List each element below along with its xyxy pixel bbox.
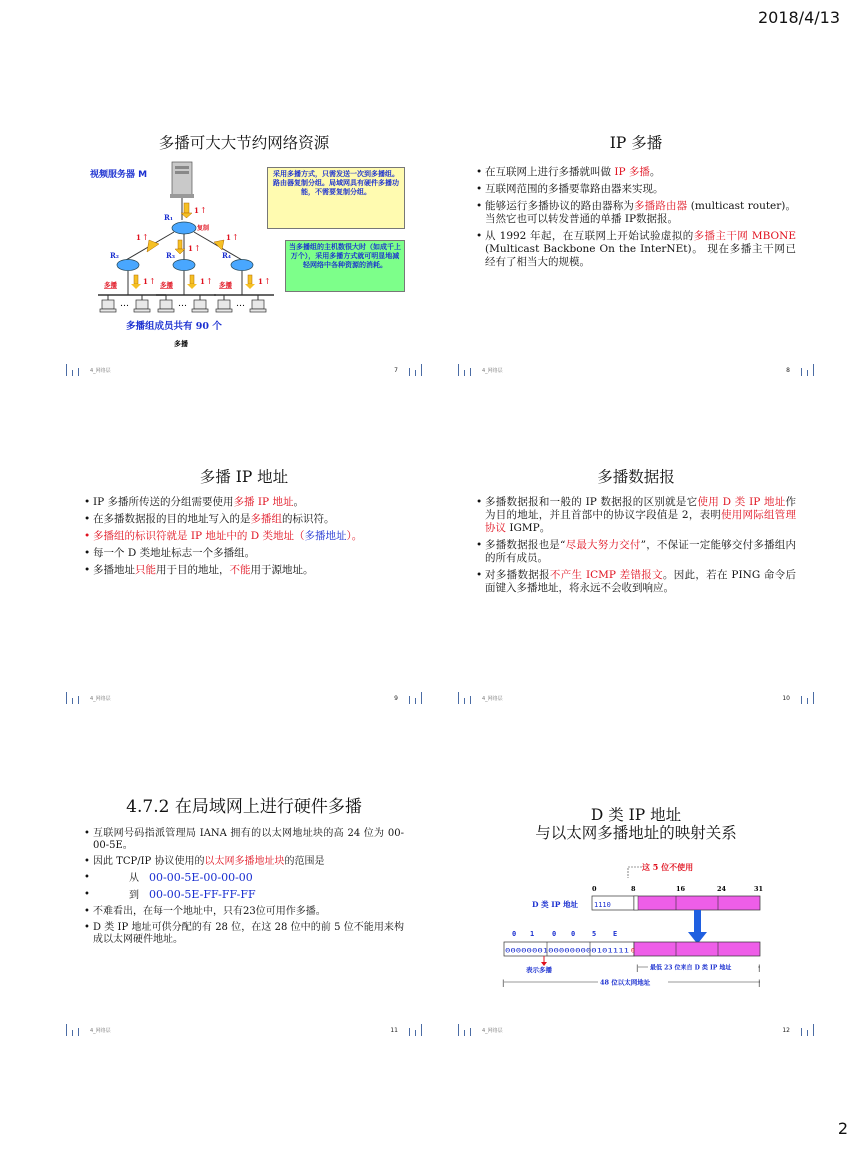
list-item: • 在互联网上进行多播就叫做 IP 多播。 — [476, 166, 796, 179]
list-item: • 对多播数据报不产生 ICMP 差错报文。因此，若在 PING 命令后面键入多播地址，将永远不会收到响应。 — [476, 569, 796, 595]
page-number: 2 — [837, 1119, 848, 1138]
list-item: • 不难看出，在每一个地址中，只有23位可用作多播。 — [84, 906, 404, 918]
svg-text:↑: ↑ — [142, 233, 149, 242]
list-item: • 从 1992 年起，在互联网上开始试验虚拟的多播主干网 MBONE (Multicast Backbone On the InterNEt)。 现在多播主干网已经有了相当大的规模。 — [476, 230, 796, 269]
bullet-list — [476, 496, 796, 599]
svg-text:|: | — [502, 979, 505, 987]
svg-text:1: 1 — [530, 930, 535, 938]
svg-text:31: 31 — [754, 885, 764, 893]
members-label: 多播组成员共有 90 个 — [126, 321, 222, 332]
slide-12 — [456, 776, 816, 1036]
slide-10 — [456, 444, 816, 704]
svg-text:1: 1 — [258, 277, 263, 286]
callout-box: 采用多播方式，只需发送一次到多播组。路由器复制分组。局域网具有硬件多播功能，不需要复制分组。 — [267, 167, 405, 229]
copy-label: 复制 — [197, 225, 210, 232]
slide-footer: 4_网络层 10 — [456, 690, 816, 704]
ethernet-prefix-bits: 00000001000000000101111 — [505, 947, 630, 955]
svg-text:↑: ↑ — [194, 244, 201, 253]
list-item: • 多播组的标识符就是 IP 地址中的 D 类地址（多播地址）。 — [84, 530, 404, 543]
ethernet-48bit-label: 48 位以太网地址 — [600, 978, 651, 987]
svg-text:E: E — [613, 930, 618, 938]
svg-text:8: 8 — [631, 885, 636, 893]
mapping-arrow-icon — [694, 910, 701, 934]
slide-footer: 4_网络层 12 — [456, 1022, 816, 1036]
list-item: • 每一个 D 类地址标志一个多播组。 — [84, 547, 404, 560]
bullet-list — [84, 496, 404, 581]
multicast-indicator-label: 表示多播 — [526, 966, 552, 974]
svg-text:1: 1 — [136, 233, 141, 242]
svg-text:多播: 多播 — [160, 281, 173, 289]
svg-text:↑: ↑ — [206, 277, 213, 286]
router-r2-icon — [117, 260, 139, 271]
multicast-bit: 0 — [631, 947, 635, 955]
slide-footer: 4_网络层 11 — [64, 1022, 424, 1036]
list-item: • 多播数据报和一般的 IP 数据报的区别就是它使用 D 类 IP 地址作为目的地址，并且首部中的协议字段值是 2，表明使用网际组管理协议 IGMP。 — [476, 496, 796, 535]
down-arrow-icon — [181, 203, 192, 218]
svg-text:16: 16 — [676, 885, 686, 893]
router-r4-icon — [231, 260, 253, 271]
slide-title: 4.7.2 在局域网上进行硬件多播 — [126, 797, 362, 817]
svg-text:0: 0 — [592, 885, 597, 893]
callout-box: 当多播组的主机数很大时（如成千上万个），采用多播方式就可明显地减轻网络中各种资源的消耗。 — [285, 240, 405, 292]
slide-title: D 类 IP 地址 — [590, 806, 682, 824]
slide-9 — [64, 444, 424, 704]
svg-text:↑: ↑ — [264, 277, 271, 286]
svg-text:多播: 多播 — [219, 281, 232, 289]
list-item: • 能够运行多播协议的路由器称为多播路由器 (multicast router)。当然它也可以转发普通的单播 IP数据报。 — [476, 200, 796, 226]
svg-text:1: 1 — [226, 233, 231, 242]
svg-text:24: 24 — [717, 885, 727, 893]
class-d-prefix: 1110 — [594, 901, 611, 909]
svg-text:|: | — [758, 964, 761, 972]
list-item: • 因此 TCP/IP 协议使用的以太网多播地址块的范围是 — [84, 856, 404, 868]
svg-text:0: 0 — [552, 930, 557, 938]
arrow-lan-icon — [187, 275, 197, 289]
arrow-lan-icon — [245, 275, 255, 289]
address-range-to: • 到 00-00-5E-FF-FF-FF — [84, 889, 404, 902]
low23-label: 最低 23 位来自 D 类 IP 地址 — [650, 964, 732, 972]
svg-text:1: 1 — [143, 277, 148, 286]
slide-footer: 4_网络层 7 — [64, 362, 424, 376]
list-item: • 互联网号码指派管理局 IANA 拥有的以太网地址块的高 24 位为 00-00-5E。 — [84, 828, 404, 852]
slide-11 — [64, 776, 424, 1036]
slide-footer: 4_网络层 8 — [456, 362, 816, 376]
svg-text:|: | — [636, 964, 639, 972]
list-item: • 互联网范围的多播要靠路由器来实现。 — [476, 183, 796, 196]
svg-text:0: 0 — [571, 930, 576, 938]
slide-title: IP 多播 — [609, 134, 663, 152]
svg-text:↑: ↑ — [200, 206, 207, 215]
diagram-caption: 多播 — [174, 339, 188, 348]
count-label: 1 — [194, 206, 199, 215]
unused-bits-label: 这 5 位不使用 — [642, 862, 694, 872]
list-item: • 多播数据报也是“尽最大努力交付”，不保证一定能够交付多播组内的所有成员。 — [476, 539, 796, 565]
router-r3-label: R₃ — [166, 251, 175, 260]
slide-subtitle: 与以太网多播地址的映射关系 — [535, 824, 737, 842]
list-item: • 在多播数据报的目的地址写入的是多播组的标识符。 — [84, 513, 404, 526]
bullet-list — [476, 166, 796, 273]
router-r3-icon — [173, 260, 195, 271]
router-r1-label: R₁ — [164, 213, 173, 222]
svg-text:1: 1 — [188, 244, 193, 253]
svg-text:…: … — [120, 299, 129, 309]
slide-7 — [64, 116, 424, 376]
class-d-label: D 类 IP 地址 — [532, 900, 578, 909]
svg-text:↑: ↑ — [232, 233, 239, 242]
bullet-list — [84, 828, 404, 950]
server-icon — [170, 162, 194, 198]
slide-footer: 4_网络层 9 — [64, 690, 424, 704]
list-item: • D 类 IP 地址可供分配的有 28 位，在这 28 位中的前 5 位不能用来构成以太网硬件地址。 — [84, 922, 404, 946]
slide-title: 多播 IP 地址 — [199, 468, 289, 486]
svg-text:1: 1 — [200, 277, 205, 286]
address-mapping-diagram — [456, 856, 816, 1006]
address-range-from: • 从 00-00-5E-00-00-00 — [84, 872, 404, 885]
svg-text:5: 5 — [592, 930, 597, 938]
router-r2-label: R₂ — [110, 251, 119, 260]
slide-title: 多播可大大节约网络资源 — [158, 134, 330, 152]
list-item: • 多播地址只能用于目的地址，不能用于源地址。 — [84, 564, 404, 577]
svg-text:…: … — [236, 299, 245, 309]
svg-text:0: 0 — [512, 930, 517, 938]
slide-8 — [456, 116, 816, 376]
svg-text:↑: ↑ — [149, 277, 156, 286]
svg-text:…: … — [178, 299, 187, 309]
arrow-lan-icon — [131, 275, 141, 289]
server-label: 视频服务器 M — [90, 170, 148, 180]
svg-text:|: | — [758, 979, 761, 987]
svg-text:多播: 多播 — [104, 281, 117, 289]
list-item: • IP 多播所传送的分组需要使用多播 IP 地址。 — [84, 496, 404, 509]
router-r1-icon — [172, 222, 196, 234]
print-date: 2018/4/13 — [757, 8, 840, 27]
slide-title: 多播数据报 — [597, 468, 675, 486]
router-r4-label: R₄ — [222, 251, 231, 260]
